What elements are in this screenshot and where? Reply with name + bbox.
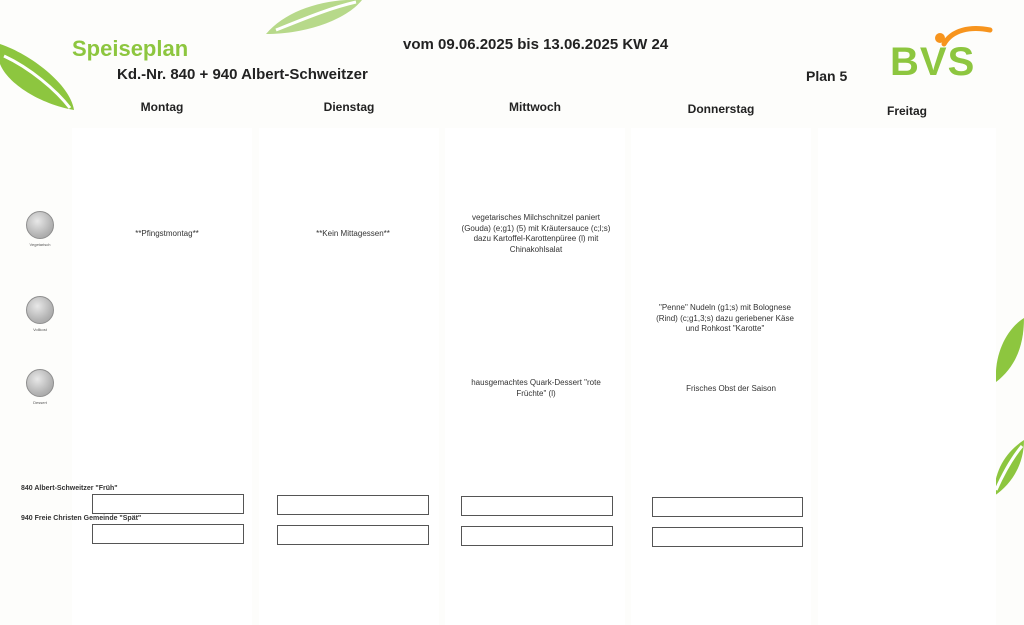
order-row-label-840: 840 Albert-Schweitzer "Früh" (21, 485, 118, 492)
day-header-donnerstag: Donnerstag (687, 102, 755, 116)
day-header-dienstag: Dienstag (323, 100, 375, 114)
order-row-label-940: 940 Freie Christen Gemeinde "Spät" (21, 515, 142, 522)
meal-montag-vegetarian: **Pfingstmontag** (135, 229, 199, 238)
column-dienstag (259, 128, 439, 625)
vegetarian-label: Vegetarisch (29, 242, 51, 247)
dessert-label: Dessert (33, 400, 47, 405)
fullfood-icon (26, 296, 54, 324)
meal-donnerstag-fullfood: "Penne" Nudeln (g1;s) mit Bolognese (Rind) (c;g1,3;s) dazu geriebener Käse und Rohkost "Karotte" (656, 303, 794, 333)
column-montag (72, 128, 252, 625)
meal-mittwoch-dessert: hausgemachtes Quark-Dessert "rote Früchte" (l) (471, 378, 601, 398)
meal-mittwoch-vegetarian: vegetarisches Milchschnitzel paniert (Gouda) (e;g1) (5) mit Kräutersauce (c;l;s) dazu Kartoffel-Karottenpüree (l) mit Chinakohlsalat (461, 213, 611, 254)
column-freitag (818, 128, 996, 625)
order-box-montag-940[interactable] (92, 524, 244, 544)
order-box-mittwoch-840[interactable] (461, 496, 613, 516)
day-header-freitag: Freitag (886, 104, 927, 118)
leaf-top-left-decoration (0, 34, 80, 114)
order-box-dienstag-840[interactable] (277, 495, 429, 515)
category-fullfood (22, 296, 58, 332)
fullfood-label: Vollkost (33, 327, 47, 332)
plan-number: Plan 5 (806, 68, 848, 84)
order-box-mittwoch-940[interactable] (461, 526, 613, 546)
date-range: vom 09.06.2025 bis 13.06.2025 KW 24 (403, 36, 669, 53)
page-title: Speiseplan (72, 36, 189, 61)
column-donnerstag (631, 128, 811, 625)
order-box-dienstag-940[interactable] (277, 525, 429, 545)
customer-number: Kd.-Nr. 840 + 940 Albert-Schweitzer (117, 66, 368, 83)
order-box-donnerstag-840[interactable] (652, 497, 803, 517)
meal-dienstag-vegetarian: **Kein Mittagessen** (316, 229, 390, 238)
category-dessert (22, 369, 58, 405)
order-box-donnerstag-940[interactable] (652, 527, 803, 547)
category-vegetarian (22, 211, 58, 247)
day-header-mittwoch: Mittwoch (509, 100, 561, 114)
leaf-top-center-decoration (266, 0, 366, 36)
vegetarian-icon (26, 211, 54, 239)
bvs-logo (886, 24, 996, 88)
order-box-montag-840[interactable] (92, 494, 244, 514)
leaf-right-upper-decoration (994, 318, 1024, 382)
leaf-right-lower-decoration (994, 440, 1024, 496)
dessert-icon (26, 369, 54, 397)
day-header-montag: Montag (140, 100, 184, 114)
logo-text: BVS (890, 40, 976, 84)
column-mittwoch (445, 128, 625, 625)
meal-donnerstag-dessert: Frisches Obst der Saison (686, 384, 776, 393)
